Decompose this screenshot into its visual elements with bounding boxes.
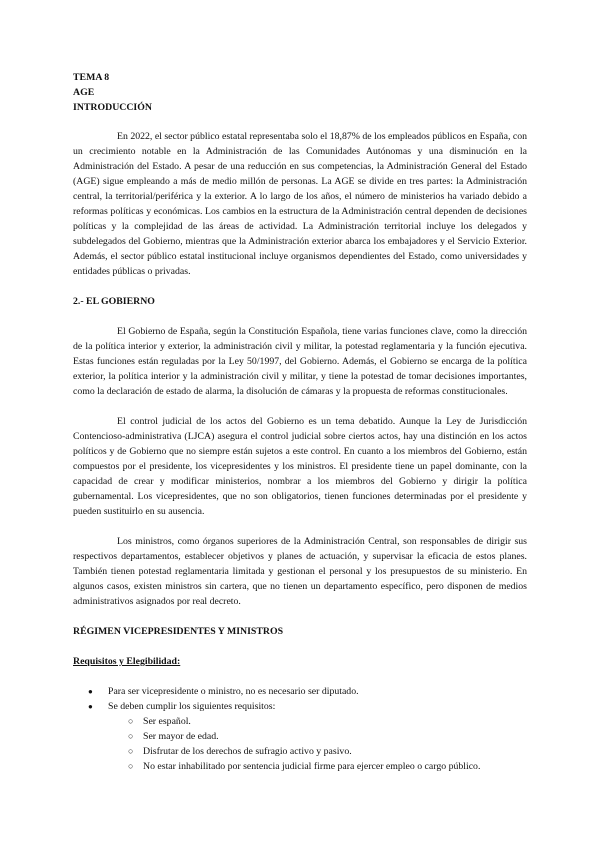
list-item-with-sublist: [73, 699, 527, 774]
gobierno-paragraph-3: Los ministros, como órganos superiores de la Administración Central, son responsables de dirigir sus respectivos departamentos, establecer objetivos y planes de actuación, y supervisar la eficacia de estos planes. También tienen potestad reglamentaria limitada y gestionan el personal y los presupuestos de su ministerio. En algunos casos, existen ministros sin cartera, que no tienen un departamento específico, pero disponen de medios administrativos asignados por real decreto.: [73, 536, 527, 607]
intro-heading: INTRODUCCIÓN: [73, 102, 152, 113]
gobierno-paragraph-1: El Gobierno de España, según la Constitución Española, tiene varias funciones clave, como la dirección de la política interior y exterior, la administración civil y militar, la potestad reglamentaria y la función ejecutiva. Estas funciones están reguladas por la Ley 50/1997, del Gobierno. Además, el Gobierno se encarga de la política exterior, la política interior y la administración civil y militar, y tiene la potestad de tomar decisiones importantes, como la declaración de estado de alarma, la disolución de cámaras y la propuesta de reformas constitucionales.: [73, 326, 527, 397]
list-item: ● Para ser vicepresidente o ministro, no es necesario ser diputado.: [73, 684, 527, 699]
intro-paragraph: En 2022, el sector público estatal representaba solo el 18,87% de los empleados públicos en España, con un crecimiento notable en la Administración de las Comunidades Autónomas y una disminución en la Administración del Estado. A pesar de una reducción en sus competencias, la Administración General del Estado (AGE) sigue empleando a más de medio millón de personas. La AGE se divide en tres partes: la Administración central, la territorial/periférica y la exterior. A lo largo de los años, el número de ministerios ha variado debido a reformas políticas y económicas. Los cambios en la estructura de la Administración central dependen de decisiones políticas y la complejidad de las áreas de actividad. La Administración territorial incluye los delegados y subdelegados del Gobierno, mientras que la Administración exterior abarca los embajadores y el Servicio Exterior. Además, el sector público estatal institucional incluye organismos dependientes del Estado, como universidades y entidades públicas o privadas.: [73, 131, 527, 277]
requisitos-subheading: Requisitos y Elegibilidad:: [73, 656, 181, 667]
requisitos-list: [73, 684, 527, 774]
sublist-item: ○ Disfrutar de los derechos de sufragio activo y pasivo.: [73, 744, 527, 759]
gobierno-heading: 2.- EL GOBIERNO: [73, 296, 155, 307]
sublist-item: ○ No estar inhabilitado por sentencia judicial firme para ejercer empleo o cargo público.: [73, 759, 527, 774]
requisitos-sublist: [108, 714, 527, 774]
gobierno-paragraph-2: El control judicial de los actos del Gobierno es un tema debatido. Aunque la Ley de Jurisdicción Contencioso-administrativa (LJCA) asegura el control judicial sobre ciertos actos, hay una distinción en los actos políticos y de Gobierno que no siempre están sujetos a este control. En cuanto a los miembros del Gobierno, están compuestos por el presidente, los vicepresidentes y los ministros. El presidente tiene un papel dominante, con la capacidad de crear y modificar ministerios, nombrar a los miembros del Gobierno y dirigir la política gubernamental. Los vicepresidentes, que no son obligatorios, tienen funciones determinadas por el presidente y pueden sustituirlo en su ausencia.: [73, 416, 527, 517]
sublist-item: ○ Ser mayor de edad.: [73, 729, 527, 744]
regimen-heading: RÉGIMEN VICEPRESIDENTES Y MINISTROS: [73, 626, 284, 637]
topic-number: TEMA 8: [73, 72, 110, 83]
title-block: [73, 70, 527, 115]
list-item-text: Se deben cumplir los siguientes requisitos:: [108, 701, 276, 712]
topic-subject: AGE: [73, 87, 95, 98]
sublist-item: ○ Ser español.: [73, 714, 527, 729]
